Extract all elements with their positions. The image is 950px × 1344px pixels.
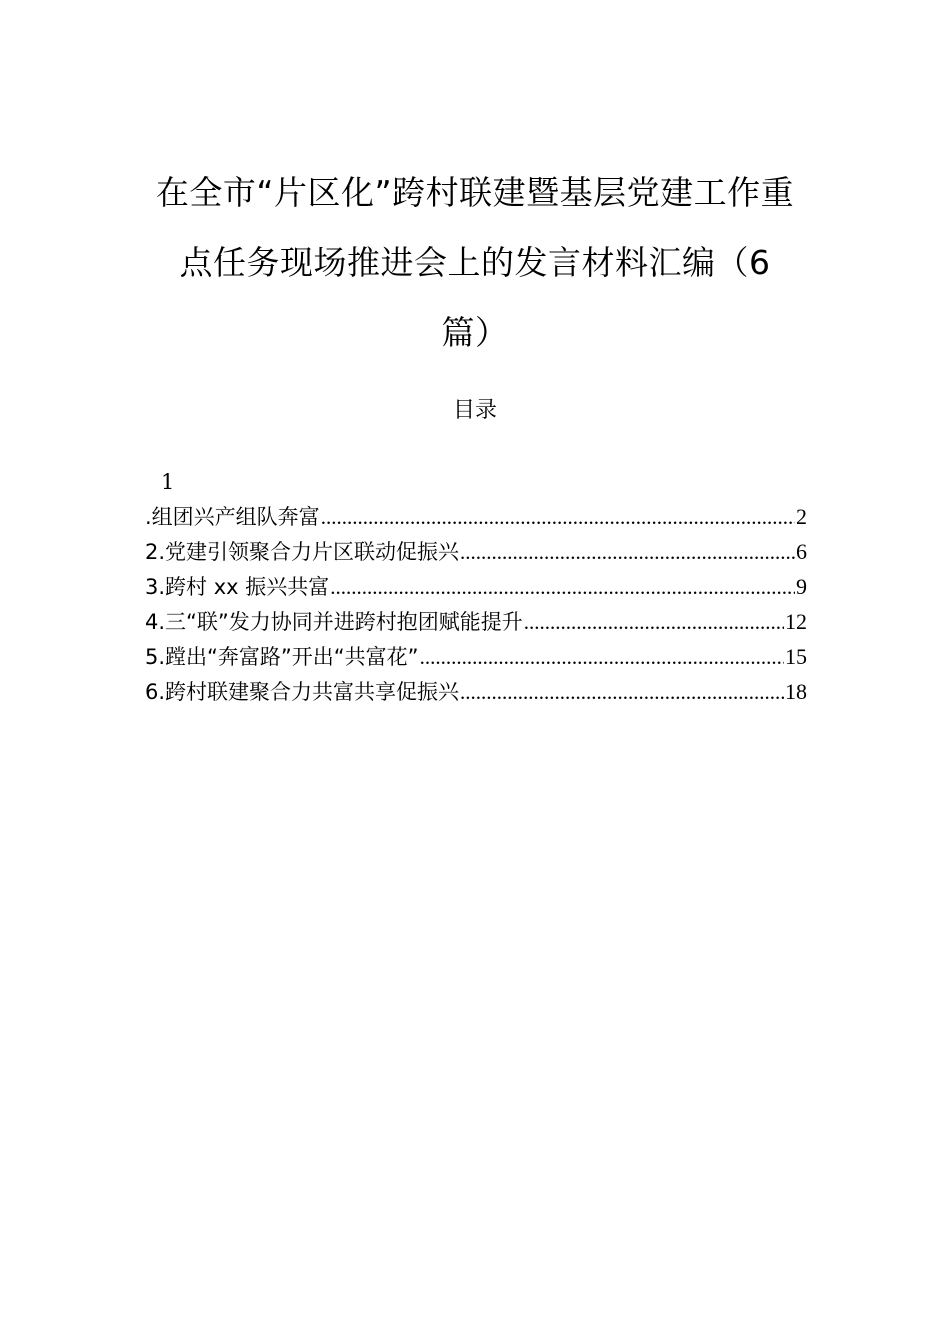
toc-entry-label: .组团兴产组队奔富 [145,505,320,529]
table-of-contents [145,465,807,709]
toc-page-number: 15 [785,644,807,669]
toc-dot-leader [420,640,784,675]
toc-dot-leader [330,570,795,605]
toc-entry-1[interactable] [145,499,807,534]
toc-page-number: 9 [796,574,807,599]
toc-entry-6[interactable] [145,674,807,709]
toc-entry-4[interactable] [145,604,807,639]
toc-page-number: 12 [785,609,807,634]
toc-entry-label: 5.蹚出“奔富路”开出“共富花” [145,645,419,669]
toc-page-number: 18 [785,679,807,704]
title-line-1: 在全市“片区化”跨村联建暨基层党建工作重 [155,173,795,212]
toc-page-number: 6 [796,539,807,564]
toc-entry-5[interactable] [145,639,807,674]
toc-entry-2[interactable] [145,534,807,569]
toc-entry-label: 4.三“联”发力协同并进跨村抱团赋能提升 [145,610,523,634]
toc-heading: 目录 [452,398,497,423]
title-line-2: 点任务现场推进会上的发言材料汇编（6 [179,243,771,282]
toc-entry-label: 2.党建引领聚合力片区联动促振兴 [145,540,460,564]
toc-entry-label: 6.跨村联建聚合力共富共享促振兴 [145,680,460,704]
title-line-3: 篇） [441,313,509,352]
toc-page-number: 2 [796,504,807,529]
toc-entry-1-number: 1 [161,470,175,494]
toc-dot-leader [524,605,784,640]
toc-dot-leader [460,675,784,710]
toc-dot-leader [460,535,795,570]
document-title [120,158,830,368]
toc-entry-label: 3.跨村 xx 振兴共富 [145,575,330,599]
toc-entry-3[interactable] [145,569,807,604]
toc-dot-leader [321,500,795,535]
